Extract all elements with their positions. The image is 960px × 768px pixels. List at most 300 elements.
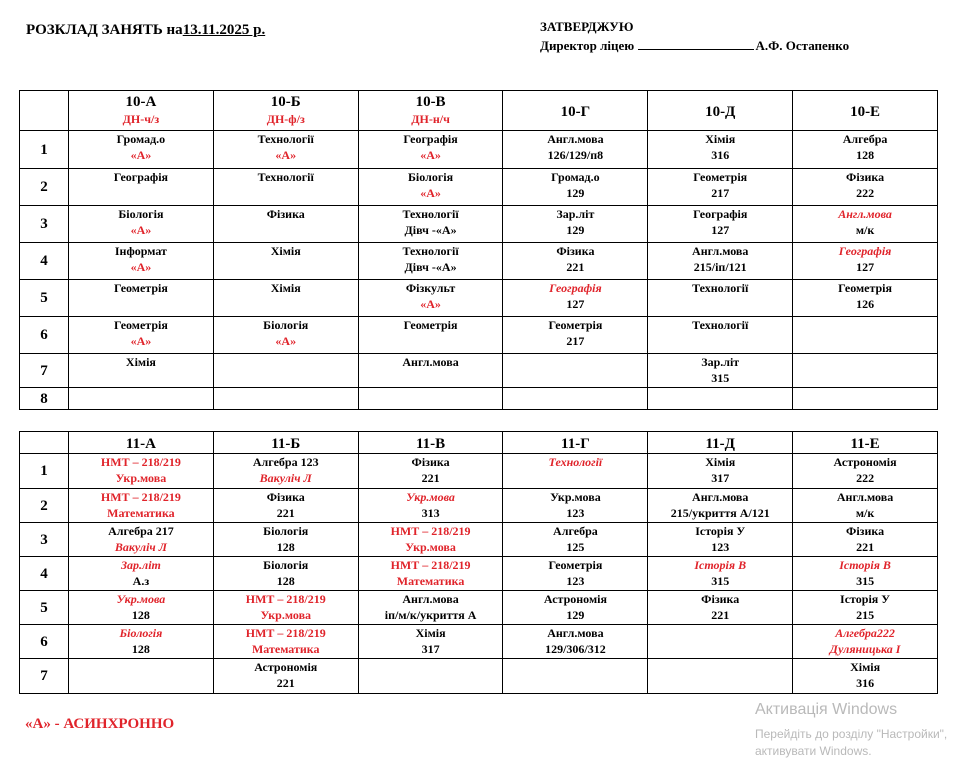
room-or-note: 127 — [711, 223, 730, 237]
lesson-cell — [69, 557, 214, 591]
class-name: 11-Д — [705, 435, 735, 452]
windows-activation-line2: активувати Windows. — [755, 744, 872, 758]
subject: НМТ – 218/219 — [245, 626, 326, 640]
lesson-cell — [213, 243, 358, 280]
lesson-cell — [793, 243, 938, 280]
room-or-note: «А» — [130, 260, 152, 274]
lesson-cell — [358, 280, 503, 317]
header-corner-cell — [20, 91, 69, 131]
subject: НМТ – 218/219 — [100, 490, 181, 504]
class-header — [69, 432, 214, 454]
subject: Хімія — [415, 626, 446, 640]
room-or-note: «А» — [420, 297, 441, 311]
async-footnote: «А» - АСИНХРОННО — [25, 716, 175, 732]
subject: Технології — [548, 455, 603, 469]
room-or-note: 316 — [856, 676, 875, 690]
lesson-cell — [503, 523, 648, 557]
room-or-note: 222 — [856, 471, 875, 485]
subject: Англ.мова — [836, 490, 894, 504]
lesson-cell — [69, 206, 214, 243]
subject: Англ.мова — [692, 244, 749, 258]
table-row — [20, 591, 938, 625]
subject: Геометрія — [548, 558, 603, 572]
room-or-note: 128 — [276, 574, 295, 588]
room-or-note: «А» — [130, 148, 152, 162]
lesson-cell — [358, 523, 503, 557]
class-header — [213, 91, 358, 131]
subject: НМТ – 218/219 — [245, 592, 326, 606]
subject: Фізика — [556, 244, 595, 258]
lesson-cell — [358, 489, 503, 523]
lesson-cell — [793, 625, 938, 659]
subject: Укр.мова — [406, 490, 455, 504]
schedule-table-10 — [19, 90, 938, 410]
lesson-cell — [69, 243, 214, 280]
lesson-cell — [69, 523, 214, 557]
class-header — [503, 432, 648, 454]
room-or-note: 217 — [711, 186, 730, 200]
lesson-number: 6 — [20, 317, 69, 354]
subject: Фізика — [846, 524, 885, 538]
subject: Зар.літ — [701, 355, 740, 369]
class-name: 10-В — [415, 94, 446, 110]
room-or-note: м/к — [855, 223, 875, 237]
room-or-note: «А» — [420, 186, 441, 200]
room-or-note: 316 — [711, 148, 730, 162]
subject: Фізкульт — [405, 281, 456, 295]
subject: Фізика — [266, 490, 305, 504]
room-or-note: 125 — [566, 540, 585, 554]
lesson-number: 8 — [20, 388, 69, 410]
table-row — [20, 454, 938, 489]
subject: НМТ – 218/219 — [100, 455, 181, 469]
lesson-cell — [503, 557, 648, 591]
room-or-note: 222 — [856, 186, 875, 200]
room-or-note: 127 — [856, 260, 875, 274]
subject: Географія — [838, 244, 892, 258]
lesson-cell — [648, 317, 793, 354]
subject: Біологія — [263, 524, 309, 538]
lesson-cell — [648, 454, 793, 489]
room-or-note: 215/іп/121 — [693, 260, 747, 274]
lesson-cell — [358, 206, 503, 243]
subject: Технології — [402, 207, 459, 221]
windows-activation-line1: Перейдіть до розділу "Настройки", — [755, 727, 948, 741]
lesson-cell — [358, 454, 503, 489]
subject: Англ.мова — [692, 490, 749, 504]
lesson-cell — [358, 557, 503, 591]
lesson-number: 7 — [20, 659, 69, 694]
class-name: 11-Е — [850, 435, 880, 452]
lesson-cell — [358, 388, 503, 410]
table-row — [20, 280, 938, 317]
lesson-number: 5 — [20, 280, 69, 317]
room-or-note: Дівч -«А» — [404, 260, 457, 274]
lesson-cell — [358, 169, 503, 206]
subject: Біологія — [263, 318, 309, 332]
lesson-cell — [213, 206, 358, 243]
lesson-cell — [648, 280, 793, 317]
room-or-note: Дівч -«А» — [404, 223, 457, 237]
lesson-number: 2 — [20, 169, 69, 206]
room-or-note: «А» — [130, 223, 152, 237]
director-name: А.Ф. Остапенко — [755, 38, 850, 53]
room-or-note: Укр.мова — [115, 471, 167, 485]
room-or-note: Вакуліч Л — [114, 540, 167, 554]
lesson-cell — [503, 169, 648, 206]
subject: Англ.мова — [547, 626, 604, 640]
approve-label: ЗАТВЕРДЖУЮ — [540, 19, 634, 34]
lesson-cell — [503, 317, 648, 354]
lesson-number: 3 — [20, 206, 69, 243]
subject: Геометрія — [548, 318, 603, 332]
room-or-note: 317 — [711, 471, 730, 485]
subject: Громад.о — [551, 170, 600, 184]
lesson-cell — [793, 489, 938, 523]
schedule-date: 13.11.2025 р. — [182, 22, 266, 38]
lesson-cell — [648, 557, 793, 591]
lesson-cell — [69, 169, 214, 206]
lesson-cell — [213, 659, 358, 694]
subject: Хімія — [125, 355, 156, 369]
header-corner-cell — [20, 432, 69, 454]
lesson-cell — [648, 206, 793, 243]
subject: Укр.мова — [116, 592, 166, 606]
windows-activation-text — [755, 726, 960, 760]
class-note: ДН-ф/з — [266, 112, 305, 126]
subject: Зар.літ — [556, 207, 595, 221]
lesson-cell — [213, 388, 358, 410]
class-name: 11-Г — [561, 435, 590, 452]
subject: Технології — [692, 318, 749, 332]
lesson-cell — [793, 354, 938, 388]
table-row — [20, 388, 938, 410]
lesson-cell — [213, 317, 358, 354]
lesson-cell — [213, 557, 358, 591]
room-or-note: 221 — [421, 471, 440, 485]
lesson-cell — [648, 489, 793, 523]
lesson-cell — [648, 388, 793, 410]
room-or-note: 313 — [421, 506, 440, 520]
lesson-cell — [213, 523, 358, 557]
table-row — [20, 557, 938, 591]
lesson-cell — [793, 131, 938, 169]
table-header-row — [20, 432, 938, 454]
lesson-number: 2 — [20, 489, 69, 523]
subject: Біологія — [263, 558, 309, 572]
class-header — [648, 432, 793, 454]
lesson-cell — [793, 454, 938, 489]
room-or-note: «А» — [130, 334, 152, 348]
room-or-note: А.з — [132, 574, 150, 588]
lesson-cell — [503, 454, 648, 489]
lesson-cell — [503, 206, 648, 243]
class-header — [358, 91, 503, 131]
lesson-cell — [503, 243, 648, 280]
subject: Англ.мова — [547, 132, 604, 146]
table-header-row — [20, 91, 938, 131]
lesson-cell — [358, 243, 503, 280]
subject: Алгебра 217 — [108, 524, 174, 538]
lesson-number: 7 — [20, 354, 69, 388]
lesson-cell — [69, 388, 214, 410]
room-or-note: 128 — [276, 540, 295, 554]
subject: Історія В — [694, 558, 747, 572]
class-name: 11-А — [125, 435, 156, 452]
subject: НМТ – 218/219 — [390, 558, 471, 572]
room-or-note: 215/укриття А/121 — [670, 506, 770, 520]
lesson-cell — [213, 354, 358, 388]
subject: НМТ – 218/219 — [390, 524, 471, 538]
lesson-cell — [213, 169, 358, 206]
lesson-cell — [358, 659, 503, 694]
lesson-cell — [503, 388, 648, 410]
room-or-note: 129 — [566, 223, 585, 237]
subject: Фізика — [411, 455, 450, 469]
lesson-cell — [503, 280, 648, 317]
title-prefix: РОЗКЛАД ЗАНЯТЬ на — [26, 22, 183, 38]
room-or-note: «А» — [420, 148, 441, 162]
subject: Астрономія — [254, 660, 318, 674]
room-or-note: «А» — [275, 334, 297, 348]
room-or-note: 123 — [566, 574, 585, 588]
table-row — [20, 169, 938, 206]
room-or-note: м/к — [855, 506, 875, 520]
lesson-cell — [358, 591, 503, 625]
subject: Технології — [257, 170, 314, 184]
lesson-cell — [793, 591, 938, 625]
class-name: 10-А — [125, 94, 157, 110]
subject: Зар.літ — [120, 558, 161, 572]
room-or-note: 129 — [566, 186, 585, 200]
approval-block — [540, 17, 849, 55]
subject: Технології — [692, 281, 749, 295]
subject: Біологія — [118, 207, 164, 221]
room-or-note: 221 — [566, 260, 585, 274]
lesson-cell — [793, 280, 938, 317]
subject: Геометрія — [113, 281, 168, 295]
lesson-cell — [793, 523, 938, 557]
lesson-number: 4 — [20, 557, 69, 591]
lesson-cell — [793, 659, 938, 694]
lesson-cell — [213, 489, 358, 523]
subject: Хімія — [705, 132, 736, 146]
lesson-cell — [648, 625, 793, 659]
director-label: Директор ліцею — [540, 38, 635, 53]
lesson-cell — [793, 388, 938, 410]
class-header — [503, 91, 648, 131]
subject: Алгебра — [553, 524, 598, 538]
lesson-cell — [213, 454, 358, 489]
lesson-cell — [358, 131, 503, 169]
lesson-cell — [503, 591, 648, 625]
lesson-cell — [69, 317, 214, 354]
lesson-cell — [793, 317, 938, 354]
table-row — [20, 354, 938, 388]
room-or-note: 315 — [711, 371, 730, 385]
subject: Астрономія — [833, 455, 897, 469]
room-or-note: 315 — [711, 574, 730, 588]
lesson-cell — [69, 591, 214, 625]
lesson-number: 3 — [20, 523, 69, 557]
class-name: 10-Г — [560, 103, 591, 120]
lesson-cell — [69, 489, 214, 523]
lesson-cell — [358, 354, 503, 388]
subject: Геометрія — [113, 318, 168, 332]
class-name: 10-Е — [850, 103, 881, 120]
lesson-cell — [648, 169, 793, 206]
lesson-cell — [69, 659, 214, 694]
schedule-table-11 — [19, 431, 938, 694]
room-or-note: 129/306/312 — [545, 642, 606, 656]
room-or-note: 126/129/п8 — [547, 148, 604, 162]
subject: Хімія — [850, 660, 881, 674]
subject: Англ.мова — [402, 355, 459, 369]
room-or-note: Вакуліч Л — [259, 471, 312, 485]
lesson-number: 5 — [20, 591, 69, 625]
lesson-cell — [648, 243, 793, 280]
subject: Алгебра222 — [835, 626, 895, 640]
lesson-number: 6 — [20, 625, 69, 659]
lesson-cell — [648, 131, 793, 169]
lesson-cell — [648, 591, 793, 625]
subject: Біологія — [408, 170, 454, 184]
room-or-note: 127 — [566, 297, 585, 311]
subject: Геометрія — [838, 281, 892, 295]
lesson-cell — [69, 131, 214, 169]
subject: Хімія — [270, 281, 301, 295]
subject: Астрономія — [543, 592, 607, 606]
room-or-note: 123 — [566, 506, 585, 520]
subject: Фізика — [266, 207, 305, 221]
lesson-cell — [648, 659, 793, 694]
class-name: 11-В — [415, 435, 446, 452]
subject: Англ.мова — [402, 592, 459, 606]
table-row — [20, 489, 938, 523]
lesson-cell — [69, 625, 214, 659]
room-or-note: Математика — [107, 506, 175, 520]
lesson-cell — [213, 131, 358, 169]
subject: Геометрія — [403, 318, 458, 332]
lesson-number: 4 — [20, 243, 69, 280]
class-name: 10-Д — [705, 103, 736, 120]
subject: Громад.о — [116, 132, 166, 146]
room-or-note: 128 — [131, 642, 150, 656]
subject: Алгебра — [842, 132, 888, 146]
room-or-note: 215 — [856, 608, 875, 622]
lesson-cell — [503, 625, 648, 659]
lesson-cell — [793, 169, 938, 206]
subject: Географія — [403, 132, 458, 146]
subject: Географія — [693, 207, 748, 221]
room-or-note: 221 — [711, 608, 730, 622]
room-or-note: 128 — [131, 608, 150, 622]
room-or-note: 317 — [421, 642, 440, 656]
room-or-note: Математика — [396, 574, 465, 588]
class-name: 11-Б — [271, 435, 301, 452]
room-or-note: 217 — [566, 334, 585, 348]
subject: Історія У — [695, 524, 746, 538]
room-or-note: 128 — [856, 148, 875, 162]
subject: Технології — [257, 132, 314, 146]
class-name: 10-Б — [270, 94, 301, 110]
lesson-cell — [69, 454, 214, 489]
subject: Технології — [402, 244, 459, 258]
lesson-cell — [648, 523, 793, 557]
lesson-cell — [503, 131, 648, 169]
room-or-note: Математика — [251, 642, 320, 656]
table-row — [20, 317, 938, 354]
lesson-cell — [503, 354, 648, 388]
subject: Інформат — [114, 244, 167, 258]
room-or-note: 123 — [711, 540, 730, 554]
lesson-cell — [358, 625, 503, 659]
subject: Алгебра 123 — [252, 455, 319, 469]
room-or-note: іп/м/к/укриття А — [384, 608, 477, 622]
lesson-cell — [503, 489, 648, 523]
table-row — [20, 243, 938, 280]
class-header — [69, 91, 214, 131]
subject: Укр.мова — [550, 490, 601, 504]
lesson-cell — [213, 625, 358, 659]
lesson-number: 1 — [20, 454, 69, 489]
room-or-note: Укр.мова — [405, 540, 456, 554]
table-row — [20, 659, 938, 694]
table-row — [20, 523, 938, 557]
subject: Хімія — [705, 455, 736, 469]
signature-line — [638, 38, 754, 50]
room-or-note: 221 — [276, 676, 295, 690]
room-or-note: 315 — [856, 574, 875, 588]
subject: Історія В — [839, 558, 891, 572]
lesson-cell — [213, 591, 358, 625]
room-or-note: 129 — [566, 608, 585, 622]
subject: Географія — [113, 170, 169, 184]
subject: Фізика — [846, 170, 885, 184]
lesson-cell — [69, 354, 214, 388]
subject: Геометрія — [693, 170, 748, 184]
windows-activation-title: Активація Windows — [755, 701, 898, 718]
subject: Фізика — [701, 592, 740, 606]
subject: Хімія — [270, 244, 301, 258]
subject: Історія У — [840, 592, 891, 606]
room-or-note: 221 — [856, 540, 875, 554]
class-header — [213, 432, 358, 454]
lesson-cell — [793, 206, 938, 243]
table-row — [20, 625, 938, 659]
page-title — [26, 22, 265, 39]
subject: Географія — [549, 281, 602, 295]
room-or-note: Укр.мова — [260, 608, 312, 622]
class-note: ДН-н/ч — [411, 112, 450, 126]
class-header — [358, 432, 503, 454]
lesson-cell — [503, 659, 648, 694]
director-line — [540, 36, 849, 55]
class-header — [793, 91, 938, 131]
subject: Англ.мова — [838, 207, 892, 221]
lesson-cell — [69, 280, 214, 317]
room-or-note: 126 — [856, 297, 875, 311]
lesson-cell — [358, 317, 503, 354]
subject: Біологія — [119, 626, 163, 640]
lesson-cell — [793, 557, 938, 591]
room-or-note: 221 — [276, 506, 295, 520]
class-header — [648, 91, 793, 131]
lesson-cell — [213, 280, 358, 317]
room-or-note: «А» — [275, 148, 297, 162]
class-header — [793, 432, 938, 454]
class-note: ДН-ч/з — [122, 112, 160, 126]
